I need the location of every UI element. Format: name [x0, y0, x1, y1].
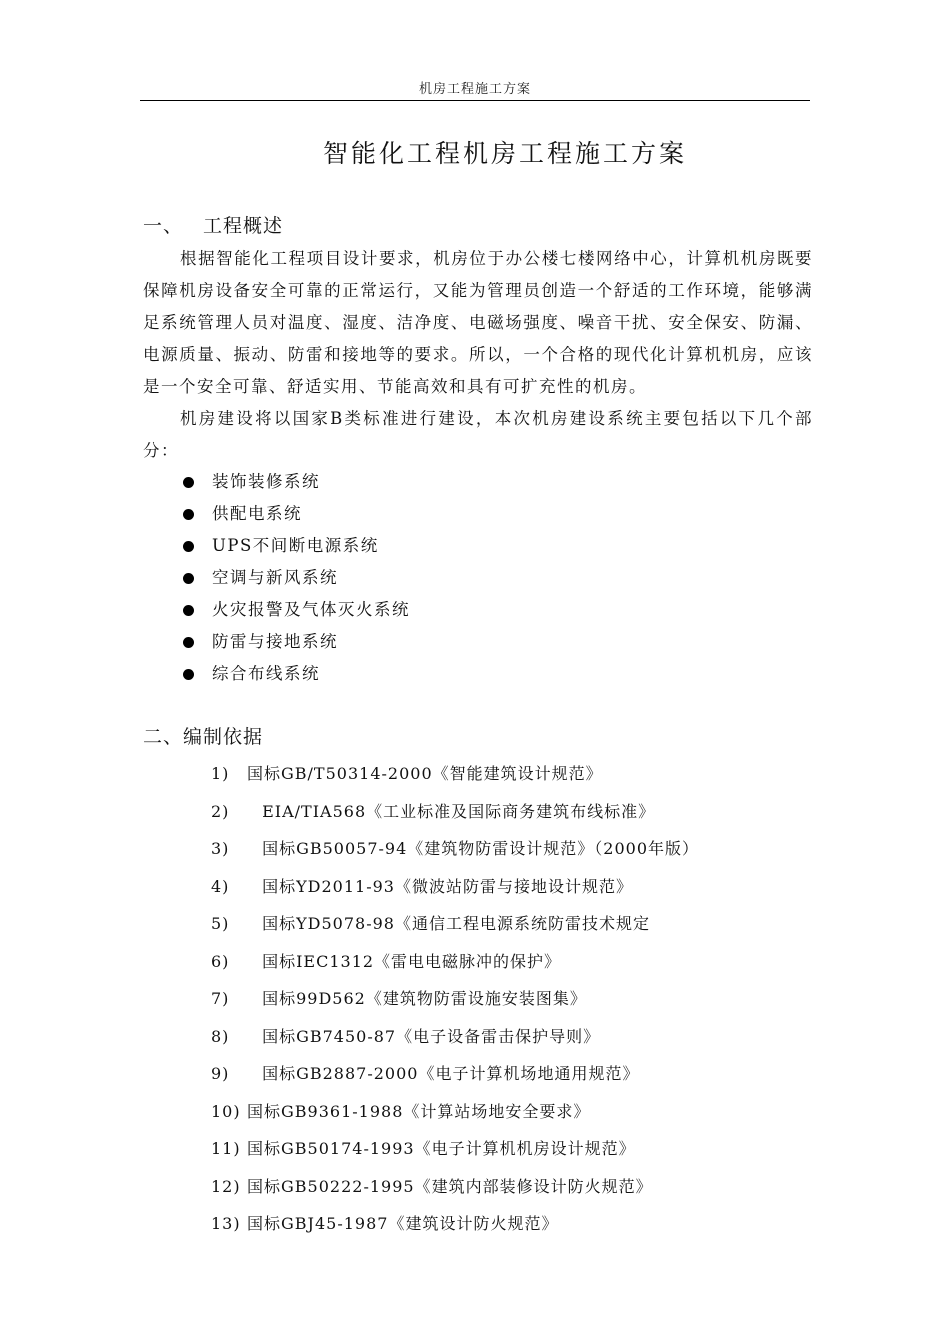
list-item [183, 594, 410, 626]
bullet-icon [183, 541, 194, 552]
reference-number: 6) [211, 951, 230, 971]
reference-number: 7) [211, 989, 230, 1008]
reference-number: 11) [211, 1139, 241, 1158]
reference-item [211, 1093, 699, 1131]
bullet-icon [183, 509, 194, 520]
reference-text: 国标GB50057-94《建筑物防雷设计规范》（2000年版） [256, 839, 700, 858]
reference-item [211, 1168, 699, 1206]
scope-paragraph: 机房建设将以国家B类标准进行建设，本次机房建设系统主要包括以下几个部分： [143, 409, 813, 460]
list-item [183, 530, 410, 562]
section-1-title: 工程概述 [203, 215, 284, 237]
reference-text: 国标99D562《建筑物防雷设施安装图集》 [256, 989, 587, 1008]
reference-number: 5) [211, 914, 230, 933]
list-item-label: 供配电系统 [212, 504, 302, 523]
reference-list [211, 755, 699, 1243]
bullet-icon [183, 637, 194, 648]
bullet-icon [183, 605, 194, 616]
reference-item [211, 755, 699, 793]
page-header: 机房工程施工方案 [418, 82, 531, 97]
list-item [183, 562, 410, 594]
reference-item [211, 1205, 699, 1243]
bullet-icon [183, 477, 194, 488]
reference-text: 国标GB50174-1993《电子计算机机房设计规范》 [247, 1139, 636, 1158]
reference-number: 9) [211, 1064, 230, 1083]
system-list [183, 466, 410, 690]
reference-text: 国标GB50222-1995《建筑内部装修设计防火规范》 [247, 1176, 653, 1196]
reference-text: EIA/TIA568《工业标准及国际商务建筑布线标准》 [256, 801, 656, 821]
reference-text: 国标YD2011-93《微波站防雷与接地设计规范》 [256, 876, 633, 896]
header-divider [140, 100, 810, 101]
section-2-heading: 二、编制依据 [143, 726, 264, 748]
reference-text: 国标GB9361-1988《计算站场地安全要求》 [247, 1101, 591, 1121]
reference-number: 3) [211, 839, 230, 858]
reference-text: 国标GB7450-87《电子设备雷击保护导则》 [256, 1026, 601, 1046]
list-item-label: 空调与新风系统 [212, 568, 338, 587]
reference-number: 1) [211, 764, 230, 783]
reference-item [211, 868, 699, 906]
reference-item [211, 1018, 699, 1056]
section-1-number: 一、 [143, 215, 184, 237]
overview-paragraph: 根据智能化工程项目设计要求，机房位于办公楼七楼网络中心，计算机机房既要保障机房设备安全可靠的正常运行，又能为管理员创造一个舒适的工作环境，能够满足系统管理人员对温度、湿度、洁净度、电磁场强度、噪音干扰、安全保安、防漏、电源质量、振动、防雷和接地等的要求。所以，一个合格的现代化计算机机房，应该是一个安全可靠、舒适实用、节能高效和具有可扩充性的机房。 [143, 249, 813, 396]
reference-number: 2) [211, 801, 230, 821]
list-item [183, 466, 410, 498]
section-1-body [143, 243, 813, 467]
list-item-label: 火灾报警及气体灭火系统 [212, 600, 410, 619]
section-1-heading [143, 211, 283, 238]
reference-item [211, 980, 699, 1018]
list-item-label: 综合布线系统 [212, 664, 320, 683]
bullet-icon [183, 573, 194, 584]
reference-item [211, 1130, 699, 1168]
reference-text: 国标GB/T50314-2000《智能建筑设计规范》 [247, 764, 603, 783]
reference-number: 4) [211, 876, 230, 896]
reference-item [211, 830, 699, 868]
reference-item [211, 1055, 699, 1093]
list-item [183, 498, 410, 530]
reference-number: 13) [211, 1214, 241, 1233]
list-item-label: 装饰装修系统 [212, 472, 320, 491]
reference-text: 国标GBJ45-1987《建筑设计防火规范》 [247, 1214, 559, 1233]
reference-number: 10) [211, 1101, 241, 1121]
list-item-label: UPS不间断电源系统 [212, 536, 379, 555]
reference-number: 8) [211, 1026, 230, 1046]
reference-text: 国标YD5078-98《通信工程电源系统防雷技术规定 [256, 914, 650, 933]
reference-text: 国标IEC1312《雷电电磁脉冲的保护》 [256, 951, 562, 971]
document-title: 智能化工程机房工程施工方案 [322, 139, 687, 168]
reference-text: 国标GB2887-2000《电子计算机场地通用规范》 [256, 1064, 640, 1083]
list-item [183, 626, 410, 658]
list-item-label: 防雷与接地系统 [212, 632, 338, 651]
reference-item [211, 905, 699, 943]
list-item [183, 658, 410, 690]
reference-item [211, 943, 699, 981]
reference-item [211, 793, 699, 831]
reference-number: 12) [211, 1176, 241, 1196]
bullet-icon [183, 669, 194, 680]
